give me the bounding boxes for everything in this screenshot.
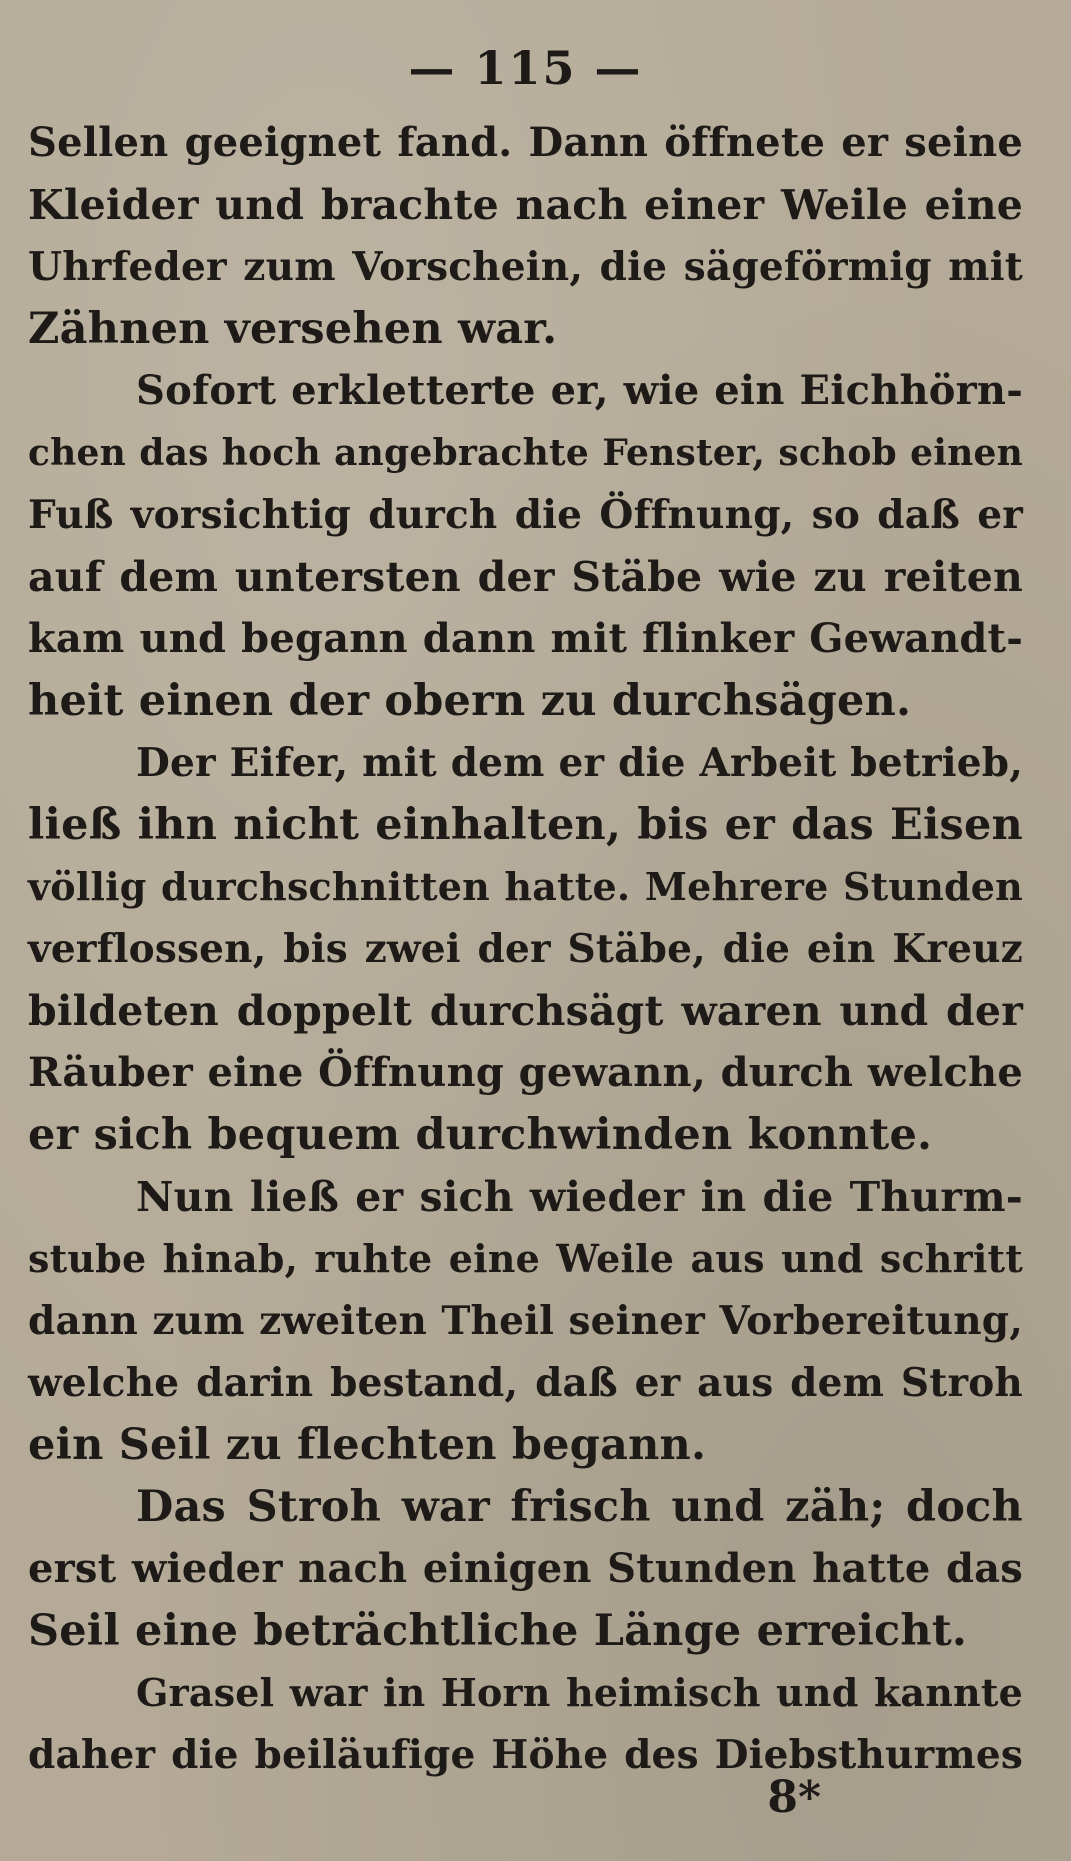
- text-line: Uhrfeder zum Vorschein, die sägeförmig mit: [28, 244, 1023, 290]
- text-line: chen das hoch angebrachte Fenster, schob einen: [28, 432, 1023, 474]
- paragraph: [28, 1662, 1023, 1786]
- paragraph: [28, 732, 1023, 1166]
- paragraph: [28, 360, 1023, 732]
- text-line: dann zum zweiten Theil seiner Vorbereitung,: [28, 1298, 1023, 1344]
- signature-mark: 8*: [767, 1772, 821, 1823]
- paragraph: [28, 112, 1023, 360]
- text-line: Räuber eine Öffnung gewann, durch welche: [28, 1049, 1023, 1096]
- text-line: auf dem untersten der Stäbe wie zu reiten: [28, 553, 1023, 601]
- text-line: Der Eifer, mit dem er die Arbeit betrieb,: [136, 740, 1023, 786]
- text-line: Seil eine beträchtliche Länge erreicht.: [28, 1606, 968, 1656]
- paragraph: [28, 1166, 1023, 1476]
- page-body-text: [28, 112, 1023, 1786]
- paragraph: [28, 1476, 1023, 1662]
- text-line: daher die beiläufige Höhe des Diebsthurmes: [28, 1732, 1023, 1778]
- text-line: welche darin bestand, daß er aus dem Stroh: [28, 1360, 1023, 1406]
- text-line: stube hinab, ruhte eine Weile aus und schritt: [28, 1236, 1023, 1281]
- text-line: völlig durchschnitten hatte. Mehrere Stunden: [28, 864, 1023, 909]
- text-line: Fuß vorsichtig durch die Öffnung, so daß er: [28, 492, 1023, 538]
- text-line: Nun ließ er sich wieder in die Thurm-: [136, 1173, 1023, 1221]
- text-line: Zähnen versehen war.: [28, 304, 558, 354]
- text-line: Grasel war in Horn heimisch und kannte: [136, 1670, 1023, 1715]
- text-line: Das Stroh war frisch und zäh; doch: [136, 1482, 1023, 1532]
- text-line: Kleider und brachte nach einer Weile eine: [28, 181, 1023, 229]
- text-line: erst wieder nach einigen Stunden hatte das: [28, 1545, 1023, 1592]
- text-line: verflossen, bis zwei der Stäbe, die ein Kreuz: [28, 926, 1023, 972]
- text-line: ließ ihn nicht einhalten, bis er das Eisen: [28, 800, 1023, 850]
- text-line: Sellen geeignet fand. Dann öffnete er seine: [28, 119, 1023, 166]
- text-line: er sich bequem durchwinden konnte.: [28, 1110, 933, 1160]
- text-line: kam und begann dann mit flinker Gewandt-: [28, 615, 1023, 662]
- text-line: bildeten doppelt durchsägt waren und der: [28, 987, 1023, 1035]
- page-number: — 115 —: [408, 41, 643, 95]
- text-line: heit einen der obern zu durchsägen.: [28, 676, 912, 726]
- text-line: ein Seil zu flechten begann.: [28, 1420, 707, 1470]
- text-line: Sofort erkletterte er, wie ein Eichhörn-: [136, 367, 1023, 414]
